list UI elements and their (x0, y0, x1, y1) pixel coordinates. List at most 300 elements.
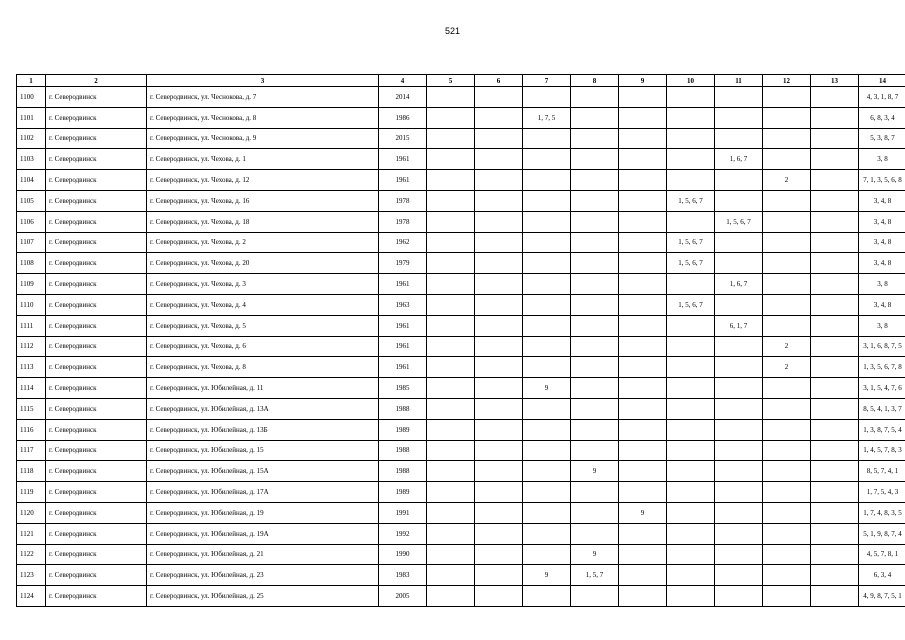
table-cell-col-2: г. Северодвинск (46, 190, 147, 211)
table-row (17, 378, 905, 399)
table-cell-col-11 (715, 336, 763, 357)
table-cell-col-14: 4, 9, 8, 7, 5, 1 (859, 586, 905, 607)
table-row (17, 586, 905, 607)
table-cell-col-7 (523, 87, 571, 108)
table-cell-col-5 (427, 170, 475, 191)
table-cell-col-2: г. Северодвинск (46, 482, 147, 503)
column-header-4: 4 (379, 75, 427, 87)
table-cell-col-14: 3, 4, 8 (859, 294, 905, 315)
table-cell-col-9 (619, 482, 667, 503)
table-cell-col-2: г. Северодвинск (46, 336, 147, 357)
table-cell-col-4: 1985 (379, 378, 427, 399)
table-cell-col-1: 1110 (17, 294, 46, 315)
table-cell-col-6 (475, 482, 523, 503)
table-row (17, 398, 905, 419)
table-cell-col-13 (811, 190, 859, 211)
table-cell-col-6 (475, 336, 523, 357)
table-cell-col-11 (715, 419, 763, 440)
table-cell-col-11 (715, 378, 763, 399)
table-cell-col-14: 3, 4, 8 (859, 211, 905, 232)
table-cell-col-8 (571, 253, 619, 274)
table-cell-col-7 (523, 502, 571, 523)
table-cell-col-2: г. Северодвинск (46, 128, 147, 149)
table-cell-col-10 (667, 315, 715, 336)
table-cell-col-13 (811, 378, 859, 399)
table-cell-col-13 (811, 253, 859, 274)
table-cell-col-14: 1, 7, 4, 8, 3, 5 (859, 502, 905, 523)
table-cell-col-9: 9 (619, 502, 667, 523)
table-cell-col-12: 2 (763, 336, 811, 357)
table-cell-col-8 (571, 398, 619, 419)
column-header-10: 10 (667, 75, 715, 87)
table-row (17, 107, 905, 128)
table-cell-col-9 (619, 253, 667, 274)
table-cell-col-2: г. Северодвинск (46, 565, 147, 586)
table-row (17, 419, 905, 440)
table-cell-col-1: 1106 (17, 211, 46, 232)
table-cell-col-5 (427, 378, 475, 399)
table-cell-col-13 (811, 211, 859, 232)
column-header-8: 8 (571, 75, 619, 87)
table-cell-col-11 (715, 357, 763, 378)
table-cell-col-10 (667, 87, 715, 108)
table-cell-col-7 (523, 253, 571, 274)
table-cell-col-2: г. Северодвинск (46, 274, 147, 295)
table-cell-col-6 (475, 586, 523, 607)
table-cell-col-13 (811, 586, 859, 607)
table-cell-col-1: 1104 (17, 170, 46, 191)
table-cell-col-13 (811, 274, 859, 295)
table-cell-col-12 (763, 378, 811, 399)
table-cell-col-10: 1, 5, 6, 7 (667, 232, 715, 253)
table-cell-col-8 (571, 107, 619, 128)
table-cell-col-14: 6, 3, 4 (859, 565, 905, 586)
table-cell-col-9 (619, 398, 667, 419)
table-cell-col-2: г. Северодвинск (46, 544, 147, 565)
column-header-14: 14 (859, 75, 905, 87)
column-header-12: 12 (763, 75, 811, 87)
table-cell-col-13 (811, 419, 859, 440)
table-cell-col-2: г. Северодвинск (46, 586, 147, 607)
table-cell-col-4: 1961 (379, 357, 427, 378)
table-cell-col-9 (619, 232, 667, 253)
table-cell-col-10 (667, 107, 715, 128)
table-cell-col-14: 1, 7, 5, 4, 3 (859, 482, 905, 503)
table-cell-col-5 (427, 502, 475, 523)
table-cell-col-3: г. Северодвинск, ул. Чеснокова, д. 7 (147, 87, 379, 108)
table-cell-col-13 (811, 87, 859, 108)
table-cell-col-1: 1120 (17, 502, 46, 523)
table-cell-col-9 (619, 315, 667, 336)
table-cell-col-3: г. Северодвинск, ул. Юбилейная, д. 15 (147, 440, 379, 461)
table-cell-col-7 (523, 211, 571, 232)
table-cell-col-11 (715, 523, 763, 544)
table-cell-col-10 (667, 502, 715, 523)
table-cell-col-11 (715, 170, 763, 191)
table-cell-col-13 (811, 170, 859, 191)
table-cell-col-8 (571, 170, 619, 191)
table-cell-col-8: 9 (571, 544, 619, 565)
table-cell-col-12 (763, 211, 811, 232)
table-cell-col-12 (763, 482, 811, 503)
table-cell-col-1: 1112 (17, 336, 46, 357)
table-cell-col-10 (667, 440, 715, 461)
table-body (17, 87, 905, 607)
table-cell-col-10 (667, 170, 715, 191)
table-cell-col-4: 1988 (379, 398, 427, 419)
table-cell-col-2: г. Северодвинск (46, 170, 147, 191)
table-cell-col-4: 1961 (379, 274, 427, 295)
table-cell-col-2: г. Северодвинск (46, 502, 147, 523)
table-cell-col-4: 1961 (379, 315, 427, 336)
table-row (17, 315, 905, 336)
table-cell-col-12 (763, 315, 811, 336)
table-cell-col-8: 1, 5, 7 (571, 565, 619, 586)
table-cell-col-12 (763, 544, 811, 565)
table-cell-col-7: 1, 7, 5 (523, 107, 571, 128)
table-cell-col-11 (715, 398, 763, 419)
table-cell-col-6 (475, 253, 523, 274)
table-cell-col-11: 1, 5, 6, 7 (715, 211, 763, 232)
table-cell-col-4: 1986 (379, 107, 427, 128)
table-cell-col-5 (427, 274, 475, 295)
table-cell-col-11 (715, 294, 763, 315)
table-cell-col-6 (475, 544, 523, 565)
table-cell-col-11 (715, 586, 763, 607)
table-cell-col-12 (763, 149, 811, 170)
table-cell-col-12 (763, 232, 811, 253)
table-cell-col-12 (763, 398, 811, 419)
table-cell-col-3: г. Северодвинск, ул. Юбилейная, д. 17А (147, 482, 379, 503)
table-cell-col-8 (571, 502, 619, 523)
table-cell-col-2: г. Северодвинск (46, 253, 147, 274)
table-cell-col-10: 1, 5, 6, 7 (667, 253, 715, 274)
table-cell-col-5 (427, 544, 475, 565)
table-cell-col-7: 9 (523, 565, 571, 586)
table-cell-col-11: 6, 1, 7 (715, 315, 763, 336)
table-cell-col-4: 1963 (379, 294, 427, 315)
table-cell-col-7 (523, 398, 571, 419)
table-row (17, 149, 905, 170)
table-cell-col-1: 1108 (17, 253, 46, 274)
table-cell-col-13 (811, 149, 859, 170)
table-cell-col-8 (571, 419, 619, 440)
table-cell-col-1: 1109 (17, 274, 46, 295)
table-cell-col-14: 8, 5, 4, 1, 3, 7 (859, 398, 905, 419)
table-cell-col-7 (523, 544, 571, 565)
table-cell-col-12 (763, 274, 811, 295)
table-cell-col-10 (667, 565, 715, 586)
table-cell-col-6 (475, 294, 523, 315)
table-cell-col-12: 2 (763, 357, 811, 378)
table-cell-col-10 (667, 378, 715, 399)
table-row (17, 232, 905, 253)
table-cell-col-8 (571, 274, 619, 295)
table-cell-col-11 (715, 128, 763, 149)
table-cell-col-9 (619, 336, 667, 357)
table-cell-col-5 (427, 461, 475, 482)
table-cell-col-1: 1102 (17, 128, 46, 149)
table-row (17, 87, 905, 108)
table-cell-col-9 (619, 523, 667, 544)
table-cell-col-1: 1116 (17, 419, 46, 440)
table-cell-col-13 (811, 502, 859, 523)
table-cell-col-3: г. Северодвинск, ул. Юбилейная, д. 15А (147, 461, 379, 482)
table-cell-col-6 (475, 565, 523, 586)
table-cell-col-8 (571, 294, 619, 315)
table-cell-col-5 (427, 190, 475, 211)
header-row (17, 75, 905, 87)
table-cell-col-3: г. Северодвинск, ул. Чеснокова, д. 8 (147, 107, 379, 128)
table-cell-col-14: 1, 3, 8, 7, 5, 4 (859, 419, 905, 440)
table-cell-col-3: г. Северодвинск, ул. Чехова, д. 12 (147, 170, 379, 191)
table-row (17, 253, 905, 274)
table-cell-col-11 (715, 440, 763, 461)
table-cell-col-14: 4, 3, 1, 8, 7 (859, 87, 905, 108)
table-cell-col-3: г. Северодвинск, ул. Чехова, д. 3 (147, 274, 379, 295)
table-cell-col-6 (475, 419, 523, 440)
table-cell-col-4: 1978 (379, 190, 427, 211)
table-cell-col-5 (427, 398, 475, 419)
table-cell-col-2: г. Северодвинск (46, 398, 147, 419)
table-cell-col-8 (571, 87, 619, 108)
table-cell-col-5 (427, 315, 475, 336)
table-cell-col-1: 1100 (17, 87, 46, 108)
table-cell-col-2: г. Северодвинск (46, 315, 147, 336)
table-cell-col-4: 1979 (379, 253, 427, 274)
table-cell-col-2: г. Северодвинск (46, 211, 147, 232)
table-cell-col-13 (811, 128, 859, 149)
table-cell-col-11: 1, 6, 7 (715, 149, 763, 170)
table-cell-col-3: г. Северодвинск, ул. Юбилейная, д. 13Б (147, 419, 379, 440)
table-cell-col-9 (619, 190, 667, 211)
table-cell-col-3: г. Северодвинск, ул. Чехова, д. 1 (147, 149, 379, 170)
table-cell-col-14: 5, 1, 9, 8, 7, 4 (859, 523, 905, 544)
table-cell-col-3: г. Северодвинск, ул. Юбилейная, д. 25 (147, 586, 379, 607)
table-cell-col-10 (667, 461, 715, 482)
table-cell-col-10 (667, 274, 715, 295)
table-cell-col-9 (619, 378, 667, 399)
table-cell-col-7 (523, 523, 571, 544)
table-cell-col-14: 3, 4, 8 (859, 190, 905, 211)
table-row (17, 565, 905, 586)
column-header-2: 2 (46, 75, 147, 87)
table-cell-col-9 (619, 357, 667, 378)
table-cell-col-7 (523, 149, 571, 170)
table-cell-col-10 (667, 586, 715, 607)
table-cell-col-4: 1989 (379, 419, 427, 440)
table-cell-col-1: 1111 (17, 315, 46, 336)
table-cell-col-4: 1988 (379, 440, 427, 461)
table-cell-col-6 (475, 398, 523, 419)
table-cell-col-7 (523, 190, 571, 211)
table-cell-col-10: 1, 5, 6, 7 (667, 190, 715, 211)
table-cell-col-9 (619, 544, 667, 565)
table-cell-col-8 (571, 315, 619, 336)
table-cell-col-5 (427, 565, 475, 586)
table-cell-col-8 (571, 128, 619, 149)
table-cell-col-6 (475, 211, 523, 232)
table-cell-col-7 (523, 315, 571, 336)
table-cell-col-13 (811, 357, 859, 378)
table-cell-col-14: 3, 8 (859, 149, 905, 170)
page-number: 521 (444, 26, 461, 36)
table-cell-col-9 (619, 586, 667, 607)
table-cell-col-10 (667, 211, 715, 232)
table-cell-col-11 (715, 253, 763, 274)
table-row (17, 523, 905, 544)
table-cell-col-5 (427, 211, 475, 232)
table-cell-col-10 (667, 357, 715, 378)
table-cell-col-14: 3, 8 (859, 315, 905, 336)
table-cell-col-13 (811, 294, 859, 315)
table-cell-col-12 (763, 419, 811, 440)
table-cell-col-4: 2014 (379, 87, 427, 108)
table-cell-col-9 (619, 440, 667, 461)
table-cell-col-4: 1991 (379, 502, 427, 523)
table-cell-col-8 (571, 440, 619, 461)
table-cell-col-6 (475, 149, 523, 170)
table-cell-col-2: г. Северодвинск (46, 87, 147, 108)
table-cell-col-1: 1122 (17, 544, 46, 565)
table-cell-col-5 (427, 253, 475, 274)
table-cell-col-5 (427, 357, 475, 378)
table-cell-col-13 (811, 461, 859, 482)
table-cell-col-1: 1118 (17, 461, 46, 482)
table-cell-col-13 (811, 315, 859, 336)
column-header-5: 5 (427, 75, 475, 87)
table-cell-col-1: 1121 (17, 523, 46, 544)
table-cell-col-14: 1, 3, 5, 6, 7, 8 (859, 357, 905, 378)
table-cell-col-9 (619, 565, 667, 586)
table-cell-col-14: 6, 8, 3, 4 (859, 107, 905, 128)
table-cell-col-14: 3, 4, 8 (859, 232, 905, 253)
table-cell-col-6 (475, 378, 523, 399)
table-cell-col-9 (619, 294, 667, 315)
table-row (17, 357, 905, 378)
table-cell-col-1: 1119 (17, 482, 46, 503)
table-cell-col-12 (763, 294, 811, 315)
column-header-11: 11 (715, 75, 763, 87)
table-cell-col-11 (715, 482, 763, 503)
table-cell-col-14: 3, 1, 5, 4, 7, 6 (859, 378, 905, 399)
table-cell-col-9 (619, 419, 667, 440)
table-cell-col-3: г. Северодвинск, ул. Юбилейная, д. 19 (147, 502, 379, 523)
table-cell-col-6 (475, 315, 523, 336)
table-cell-col-3: г. Северодвинск, ул. Чехова, д. 5 (147, 315, 379, 336)
table-cell-col-5 (427, 419, 475, 440)
table-cell-col-11 (715, 107, 763, 128)
table-cell-col-7 (523, 461, 571, 482)
table-cell-col-6 (475, 107, 523, 128)
table-cell-col-12 (763, 87, 811, 108)
table-cell-col-2: г. Северодвинск (46, 107, 147, 128)
table-cell-col-13 (811, 232, 859, 253)
table-cell-col-10: 1, 5, 6, 7 (667, 294, 715, 315)
table-cell-col-11: 1, 6, 7 (715, 274, 763, 295)
table-cell-col-1: 1115 (17, 398, 46, 419)
table-cell-col-14: 3, 8 (859, 274, 905, 295)
table-cell-col-4: 1990 (379, 544, 427, 565)
table-row (17, 211, 905, 232)
table-cell-col-13 (811, 565, 859, 586)
table-cell-col-6 (475, 357, 523, 378)
table-cell-col-7 (523, 586, 571, 607)
table-row (17, 440, 905, 461)
table-cell-col-7 (523, 440, 571, 461)
table-row (17, 544, 905, 565)
table-cell-col-13 (811, 398, 859, 419)
table-cell-col-5 (427, 523, 475, 544)
table-cell-col-9 (619, 128, 667, 149)
table-cell-col-14: 5, 3, 8, 7 (859, 128, 905, 149)
table-cell-col-11 (715, 190, 763, 211)
table-cell-col-4: 2015 (379, 128, 427, 149)
table-cell-col-13 (811, 440, 859, 461)
table-cell-col-12 (763, 190, 811, 211)
column-header-6: 6 (475, 75, 523, 87)
table-cell-col-7 (523, 482, 571, 503)
table-cell-col-11 (715, 502, 763, 523)
table-cell-col-3: г. Северодвинск, ул. Юбилейная, д. 11 (147, 378, 379, 399)
table-cell-col-1: 1101 (17, 107, 46, 128)
table-row (17, 274, 905, 295)
table-cell-col-2: г. Северодвинск (46, 357, 147, 378)
table-cell-col-5 (427, 232, 475, 253)
table-cell-col-9 (619, 149, 667, 170)
table-cell-col-11 (715, 461, 763, 482)
table-cell-col-12 (763, 586, 811, 607)
table-cell-col-1: 1107 (17, 232, 46, 253)
table-cell-col-6 (475, 190, 523, 211)
table-cell-col-14: 3, 4, 8 (859, 253, 905, 274)
table-cell-col-12 (763, 128, 811, 149)
table-row (17, 336, 905, 357)
table-cell-col-3: г. Северодвинск, ул. Юбилейная, д. 23 (147, 565, 379, 586)
table-row (17, 294, 905, 315)
table-cell-col-9 (619, 274, 667, 295)
table-cell-col-10 (667, 482, 715, 503)
table-cell-col-10 (667, 544, 715, 565)
table-cell-col-8 (571, 378, 619, 399)
table-cell-col-8 (571, 586, 619, 607)
table-cell-col-10 (667, 523, 715, 544)
table-cell-col-3: г. Северодвинск, ул. Чехова, д. 20 (147, 253, 379, 274)
table-cell-col-12 (763, 440, 811, 461)
table-cell-col-6 (475, 232, 523, 253)
table-cell-col-5 (427, 440, 475, 461)
table-cell-col-2: г. Северодвинск (46, 294, 147, 315)
table-cell-col-4: 1983 (379, 565, 427, 586)
table-cell-col-3: г. Северодвинск, ул. Чехова, д. 2 (147, 232, 379, 253)
table-cell-col-4: 1961 (379, 170, 427, 191)
table-cell-col-9 (619, 87, 667, 108)
table-cell-col-13 (811, 544, 859, 565)
table-cell-col-8 (571, 232, 619, 253)
table-cell-col-14: 3, 1, 6, 8, 7, 5 (859, 336, 905, 357)
table-cell-col-10 (667, 128, 715, 149)
column-header-9: 9 (619, 75, 667, 87)
table-cell-col-7 (523, 274, 571, 295)
table-cell-col-11 (715, 232, 763, 253)
table-cell-col-7 (523, 170, 571, 191)
table-cell-col-3: г. Северодвинск, ул. Чехова, д. 8 (147, 357, 379, 378)
table-cell-col-3: г. Северодвинск, ул. Чехова, д. 6 (147, 336, 379, 357)
table-cell-col-4: 1961 (379, 149, 427, 170)
table-cell-col-13 (811, 482, 859, 503)
table-cell-col-5 (427, 482, 475, 503)
table-cell-col-9 (619, 107, 667, 128)
